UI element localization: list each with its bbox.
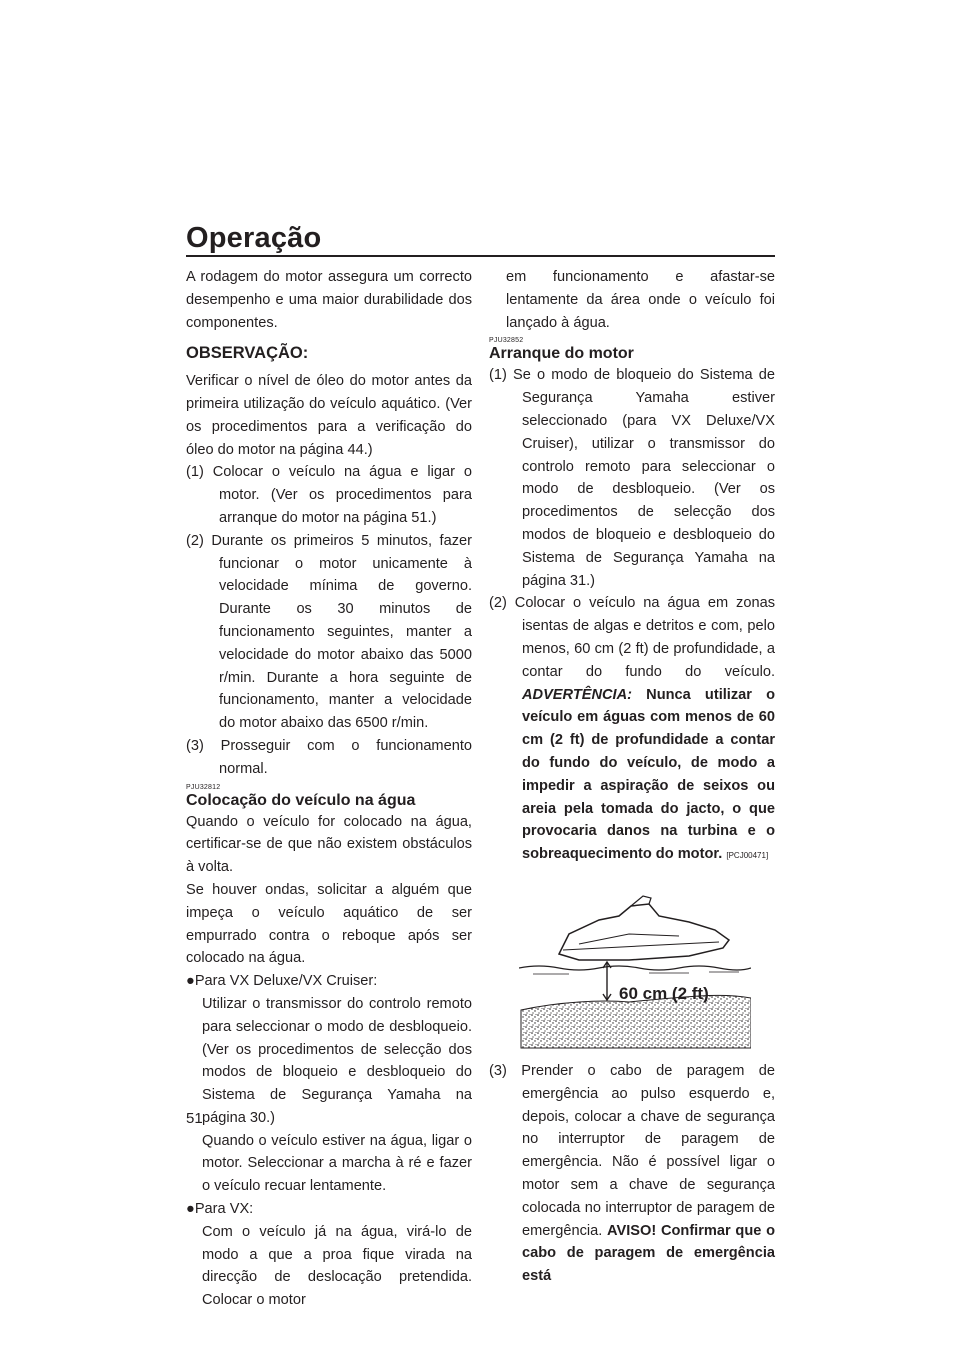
bullet-vx-deluxe-text-1: Utilizar o transmissor do controlo remoto para seleccionar o modo de desbloqueio. (Ver os procedimentos de selecção dos modos de bloqueio e desbloqueio do Sistema de Segurança Yamaha na página 30.) [202,995,472,1126]
section-code: PJU32852 [489,337,524,345]
bullet-label: Para VX: [194,1201,254,1218]
break-in-step-2: (2) Durante os primeiros 5 minutos, fazer funcionar o motor unicamente à velocidade mínima de governo. Durante os 30 minutos de funcionamento seguintes, manter a velocidade do motor abaixo das 5000 r/min. Durante a hora seguinte de funcionamento, manter a velocidade do motor abaixo das 6500 r/min. [186,532,472,732]
watercraft-illustration [519,876,751,1054]
bullet-vx-deluxe-text-2: Quando o veículo estiver na água, ligar o motor. Seleccionar a marcha à ré e fazer o veículo recuar lentamente. [202,1132,472,1195]
observation-text: Verificar o nível de óleo do motor antes da primeira utilização do veículo aquático. (Ver os procedimentos para a verificação do óleo do motor na página 44.) [186,373,472,458]
break-in-step-3: (3) Prosseguir com o funcionamento normal. [186,737,472,777]
bullet-icon: ● [186,973,195,990]
title-divider [186,255,775,257]
section-code: PJU32812 [186,783,221,791]
depth-figure [519,876,751,1054]
warning-label: ADVERTÊNCIA: [522,686,633,703]
page-title: Operação [186,222,322,254]
start-step-1: (1) Se o modo de bloqueio do Sistema de Segurança Yamaha estiver seleccionado (para VX Deluxe/VX Cruiser), utilizar o transmissor do controlo remoto para seleccionar o modo de desbloqueio. (Ver os procedimentos de selecção dos modos de bloqueio e desbloqueio do Sistema de Segurança Yamaha na página 31.) [489,367,775,589]
start-step-2 [489,592,775,868]
section-heading-starting: Arranque do motor [489,345,634,363]
start-step-2-text: (2) Colocar o veículo na água em zonas isentas de algas e detritos e com, pelo menos, 60 cm (2 ft) de profundidade, a contar do fundo do veículo. [489,595,775,680]
bullet-vx-deluxe [186,970,472,993]
page-number: 51 [186,1110,203,1127]
continued-text: em funcionamento e afastar-se lentamente da área onde o veículo foi lançado à água. [506,269,775,331]
bullet-vx [186,1198,472,1221]
observation-heading: OBSERVAÇÃO: [186,344,309,363]
reference-code: [PCJ00471] [726,851,769,861]
intro-paragraph: A rodagem do motor assegura um correcto desempenho e uma maior durabilidade dos componentes. [186,269,472,331]
right-column [489,266,775,1288]
warning-text: Nunca utilizar o veículo em águas com menos de 60 cm (2 ft) de profundidade a contar do fundo do veículo, de modo a impedir a aspiração de seixos ou areia pela tomada do jacto, o que provocaria danos na turbina e o sobreaquecimento do motor. [522,686,776,863]
bullet-label: Para VX Deluxe/VX Cruiser: [194,973,378,990]
section-heading-launching: Colocação do veículo na água [186,791,416,809]
left-column [186,266,472,1312]
break-in-step-1: (1) Colocar o veículo na água e ligar o motor. (Ver os procedimentos para arranque do motor na página 51.) [186,464,472,526]
start-step-3 [489,1060,775,1288]
depth-label: 60 cm (2 ft) [619,983,709,1003]
notice-text: AVISO! Confirmar que o cabo de paragem de emergência está [522,1222,775,1285]
launch-paragraph-1: Quando o veículo for colocado na água, certificar-se de que não existem obstáculos à volta. [186,813,472,876]
bullet-vx-text: Com o veículo já na água, virá-lo de modo a que a proa fique virada na direcção de deslocação pretendida. Colocar o motor [202,1223,472,1309]
start-step-3-text: (3) Prender o cabo de paragem de emergência ao pulso esquerdo e, depois, colocar a chave de segurança no interruptor de paragem de emergência. Não é possível ligar o motor sem a chave de segurança colocada no interruptor de paragem de emergência. [489,1062,775,1239]
bullet-icon: ● [186,1201,195,1218]
launch-paragraph-2: Se houver ondas, solicitar a alguém que impeça o veículo aquático de ser empurrado contra o reboque após ser colocado na água. [186,881,472,967]
